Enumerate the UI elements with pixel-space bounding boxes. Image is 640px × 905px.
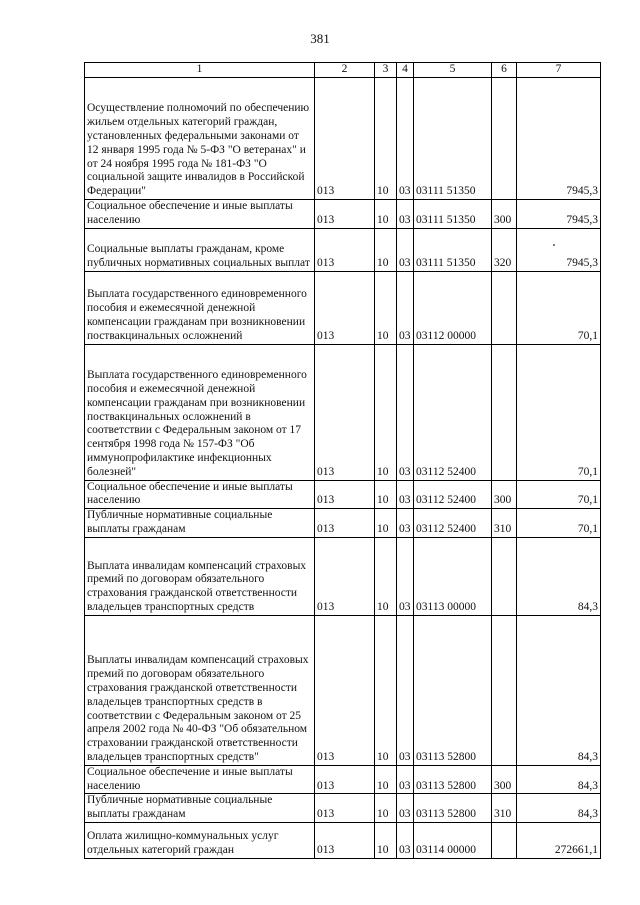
ministry-code: 013 bbox=[315, 822, 375, 858]
table-row bbox=[85, 509, 601, 538]
expense-type-code: 310 bbox=[492, 509, 517, 538]
target-code: 03113 52800 bbox=[414, 615, 492, 765]
expense-type-code: 320 bbox=[492, 228, 517, 271]
column-header: 5 bbox=[414, 63, 492, 78]
section-code: 10 bbox=[375, 765, 397, 794]
section-code: 10 bbox=[375, 271, 397, 344]
subsection-code: 03 bbox=[397, 615, 414, 765]
row-name: Выплата государственного единовременного пособия и ежемесячной денежной компенсации гражданам при возникновении поствакцинальных осложнений bbox=[85, 271, 315, 344]
row-name: Социальное обеспечение и иные выплаты населению bbox=[85, 200, 315, 229]
expense-type-code: 300 bbox=[492, 480, 517, 509]
expense-type-code bbox=[492, 822, 517, 858]
ministry-code: 013 bbox=[315, 344, 375, 480]
row-name: Оплата жилищно-коммунальных услуг отдельных категорий граждан bbox=[85, 822, 315, 858]
amount: 7945,3 bbox=[517, 228, 601, 271]
row-name: Публичные нормативные социальные выплаты гражданам bbox=[85, 794, 315, 823]
subsection-code: 03 bbox=[397, 537, 414, 615]
expense-type-code bbox=[492, 78, 517, 200]
subsection-code: 03 bbox=[397, 344, 414, 480]
ministry-code: 013 bbox=[315, 200, 375, 229]
table-row bbox=[85, 271, 601, 344]
target-code: 03114 00000 bbox=[414, 822, 492, 858]
amount: 7945,3 bbox=[517, 78, 601, 200]
subsection-code: 03 bbox=[397, 509, 414, 538]
row-name: Социальное обеспечение и иные выплаты населению bbox=[85, 480, 315, 509]
expense-type-code bbox=[492, 271, 517, 344]
expense-type-code: 300 bbox=[492, 200, 517, 229]
budget-table bbox=[84, 62, 601, 859]
subsection-code: 03 bbox=[397, 794, 414, 823]
subsection-code: 03 bbox=[397, 200, 414, 229]
target-code: 03113 52800 bbox=[414, 765, 492, 794]
expense-type-code bbox=[492, 537, 517, 615]
target-code: 03112 52400 bbox=[414, 480, 492, 509]
scan-dot bbox=[553, 244, 555, 246]
table-row bbox=[85, 344, 601, 480]
table-header-row bbox=[85, 63, 601, 78]
subsection-code: 03 bbox=[397, 480, 414, 509]
table-row bbox=[85, 78, 601, 200]
subsection-code: 03 bbox=[397, 271, 414, 344]
row-name: Выплата государственного единовременного пособия и ежемесячной денежной компенсации гражданам при возникновении поствакцинальных осложнений в соответствии с Федеральным законом от 17 сентября 1998 года № 157-ФЗ "Об иммунопрофилактике инфекционных болезней" bbox=[85, 344, 315, 480]
section-code: 10 bbox=[375, 78, 397, 200]
target-code: 03111 51350 bbox=[414, 200, 492, 229]
ministry-code: 013 bbox=[315, 271, 375, 344]
subsection-code: 03 bbox=[397, 765, 414, 794]
target-code: 03112 52400 bbox=[414, 509, 492, 538]
section-code: 10 bbox=[375, 480, 397, 509]
row-name: Выплата инвалидам компенсаций страховых премий по договорам обязательного страхования гражданской ответственности владельцев транспортных средств bbox=[85, 537, 315, 615]
amount: 70,1 bbox=[517, 271, 601, 344]
expense-type-code bbox=[492, 344, 517, 480]
expense-type-code bbox=[492, 615, 517, 765]
subsection-code: 03 bbox=[397, 822, 414, 858]
amount: 7945,3 bbox=[517, 200, 601, 229]
amount: 84,3 bbox=[517, 615, 601, 765]
ministry-code: 013 bbox=[315, 228, 375, 271]
amount: 84,3 bbox=[517, 794, 601, 823]
target-code: 03112 00000 bbox=[414, 271, 492, 344]
table-row bbox=[85, 228, 601, 271]
section-code: 10 bbox=[375, 537, 397, 615]
amount: 272661,1 bbox=[517, 822, 601, 858]
row-name: Выплаты инвалидам компенсаций страховых премий по договорам обязательного страхования гражданской ответственности владельцев транспортных средств в соответствии с Федеральным законом от 25 апреля 2002 года № 40-ФЗ "Об обязательном страховании гражданской ответственности владельцев транспортных средств" bbox=[85, 615, 315, 765]
section-code: 10 bbox=[375, 344, 397, 480]
ministry-code: 013 bbox=[315, 509, 375, 538]
target-code: 03111 51350 bbox=[414, 78, 492, 200]
section-code: 10 bbox=[375, 615, 397, 765]
page-number: 381 bbox=[310, 31, 330, 46]
table-row bbox=[85, 822, 601, 858]
column-header: 2 bbox=[315, 63, 375, 78]
subsection-code: 03 bbox=[397, 228, 414, 271]
section-code: 10 bbox=[375, 228, 397, 271]
ministry-code: 013 bbox=[315, 615, 375, 765]
column-header: 3 bbox=[375, 63, 397, 78]
column-header: 4 bbox=[397, 63, 414, 78]
section-code: 10 bbox=[375, 794, 397, 823]
ministry-code: 013 bbox=[315, 78, 375, 200]
amount: 70,1 bbox=[517, 509, 601, 538]
subsection-code: 03 bbox=[397, 78, 414, 200]
amount: 70,1 bbox=[517, 344, 601, 480]
ministry-code: 013 bbox=[315, 765, 375, 794]
column-header: 7 bbox=[517, 63, 601, 78]
row-name: Публичные нормативные социальные выплаты гражданам bbox=[85, 509, 315, 538]
row-name: Социальное обеспечение и иные выплаты населению bbox=[85, 765, 315, 794]
ministry-code: 013 bbox=[315, 480, 375, 509]
table-row bbox=[85, 765, 601, 794]
ministry-code: 013 bbox=[315, 537, 375, 615]
row-name: Осуществление полномочий по обеспечению жильем отдельных категорий граждан, установленных федеральными законами от 12 января 1995 года № 5-ФЗ "О ветеранах" и от 24 ноября 1995 года № 181-ФЗ "О социальной защите инвалидов в Российской Федерации" bbox=[85, 78, 315, 200]
section-code: 10 bbox=[375, 200, 397, 229]
target-code: 03113 00000 bbox=[414, 537, 492, 615]
section-code: 10 bbox=[375, 509, 397, 538]
target-code: 03112 52400 bbox=[414, 344, 492, 480]
amount: 70,1 bbox=[517, 480, 601, 509]
table-row bbox=[85, 615, 601, 765]
table-row bbox=[85, 480, 601, 509]
table-row bbox=[85, 537, 601, 615]
target-code: 03111 51350 bbox=[414, 228, 492, 271]
row-name: Социальные выплаты гражданам, кроме публичных нормативных социальных выплат bbox=[85, 228, 315, 271]
expense-type-code: 300 bbox=[492, 765, 517, 794]
ministry-code: 013 bbox=[315, 794, 375, 823]
target-code: 03113 52800 bbox=[414, 794, 492, 823]
table-row bbox=[85, 200, 601, 229]
section-code: 10 bbox=[375, 822, 397, 858]
amount: 84,3 bbox=[517, 537, 601, 615]
column-header: 1 bbox=[85, 63, 315, 78]
table-row bbox=[85, 794, 601, 823]
expense-type-code: 310 bbox=[492, 794, 517, 823]
amount: 84,3 bbox=[517, 765, 601, 794]
column-header: 6 bbox=[492, 63, 517, 78]
